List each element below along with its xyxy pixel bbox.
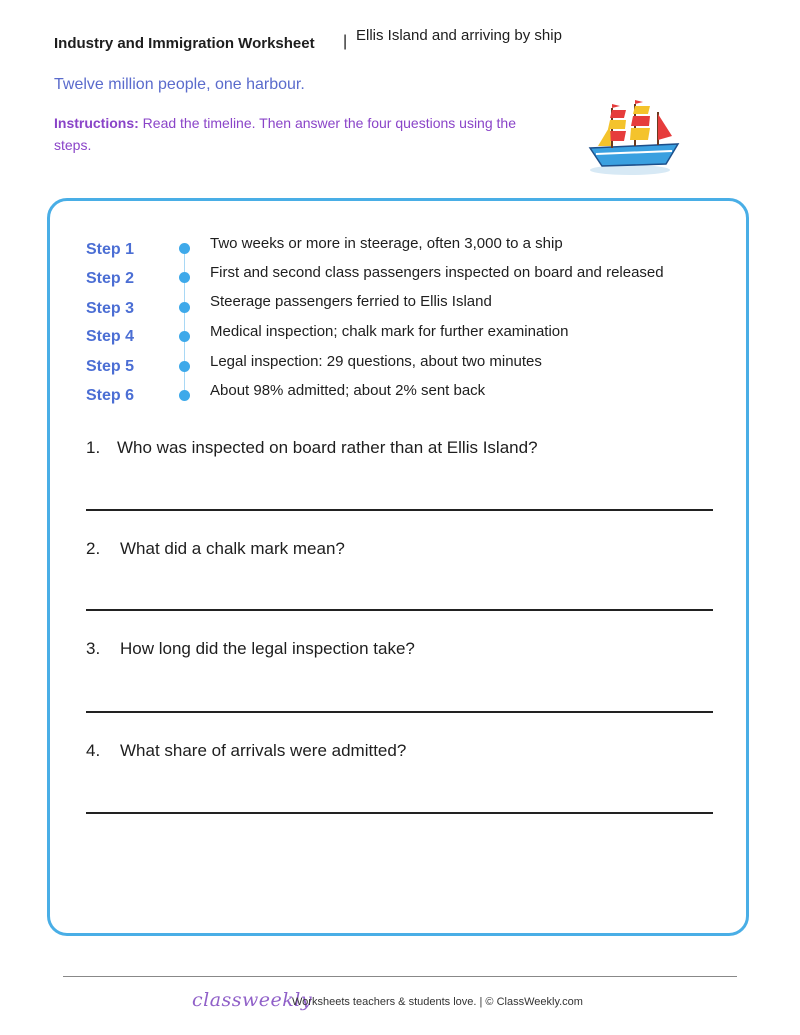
step-label: Step 5 (86, 358, 135, 375)
timeline-dot (179, 390, 190, 401)
timeline-dot (179, 302, 190, 313)
instructions (54, 112, 554, 156)
step-text: Two weeks or more in steerage, often 3,000 to a ship (210, 235, 563, 252)
footer-tagline: Worksheets teachers & students love. | © ClassWeekly.com (292, 996, 583, 1008)
question-text: Who was inspected on board rather than at Ellis Island? (117, 438, 538, 457)
sailing-ship-icon (580, 96, 690, 180)
question-number: 3. (86, 639, 101, 658)
timeline-dot (179, 272, 190, 283)
subtitle: Twelve million people, one harbour. (54, 76, 305, 93)
question-number: 2. (86, 539, 101, 558)
header-separator: | (343, 33, 348, 50)
answer-line[interactable] (86, 609, 713, 611)
instructions-label: Instructions: (54, 115, 139, 131)
question-text: How long did the legal inspection take? (120, 639, 415, 658)
question-text: What did a chalk mark mean? (120, 539, 345, 558)
timeline-dot (179, 361, 190, 372)
classweekly-logo: classweekly (192, 989, 313, 1011)
question-number: 1. (86, 438, 101, 457)
step-label: Step 2 (86, 270, 135, 287)
worksheet-topic: Ellis Island and arriving by ship (356, 27, 562, 44)
step-text: First and second class passengers inspected on board and released (210, 264, 664, 281)
timeline-dot (179, 243, 190, 254)
answer-line[interactable] (86, 509, 713, 511)
worksheet-title: Industry and Immigration Worksheet (54, 35, 315, 52)
footer-divider (63, 976, 737, 977)
question-number: 4. (86, 741, 101, 760)
step-label: Step 6 (86, 387, 135, 404)
answer-line[interactable] (86, 711, 713, 713)
step-label: Step 3 (86, 300, 135, 317)
question-text: What share of arrivals were admitted? (120, 741, 407, 760)
step-label: Step 4 (86, 328, 135, 345)
step-text: Steerage passengers ferried to Ellis Island (210, 293, 492, 310)
step-label: Step 1 (86, 241, 135, 258)
step-text: Legal inspection: 29 questions, about two minutes (210, 353, 542, 370)
step-text: About 98% admitted; about 2% sent back (210, 382, 486, 399)
answer-line[interactable] (86, 812, 713, 814)
instructions-text: Read the timeline. Then answer the four questions using the steps. (54, 115, 516, 153)
timeline-dot (179, 331, 190, 342)
step-text: Medical inspection; chalk mark for further examination (210, 323, 569, 340)
